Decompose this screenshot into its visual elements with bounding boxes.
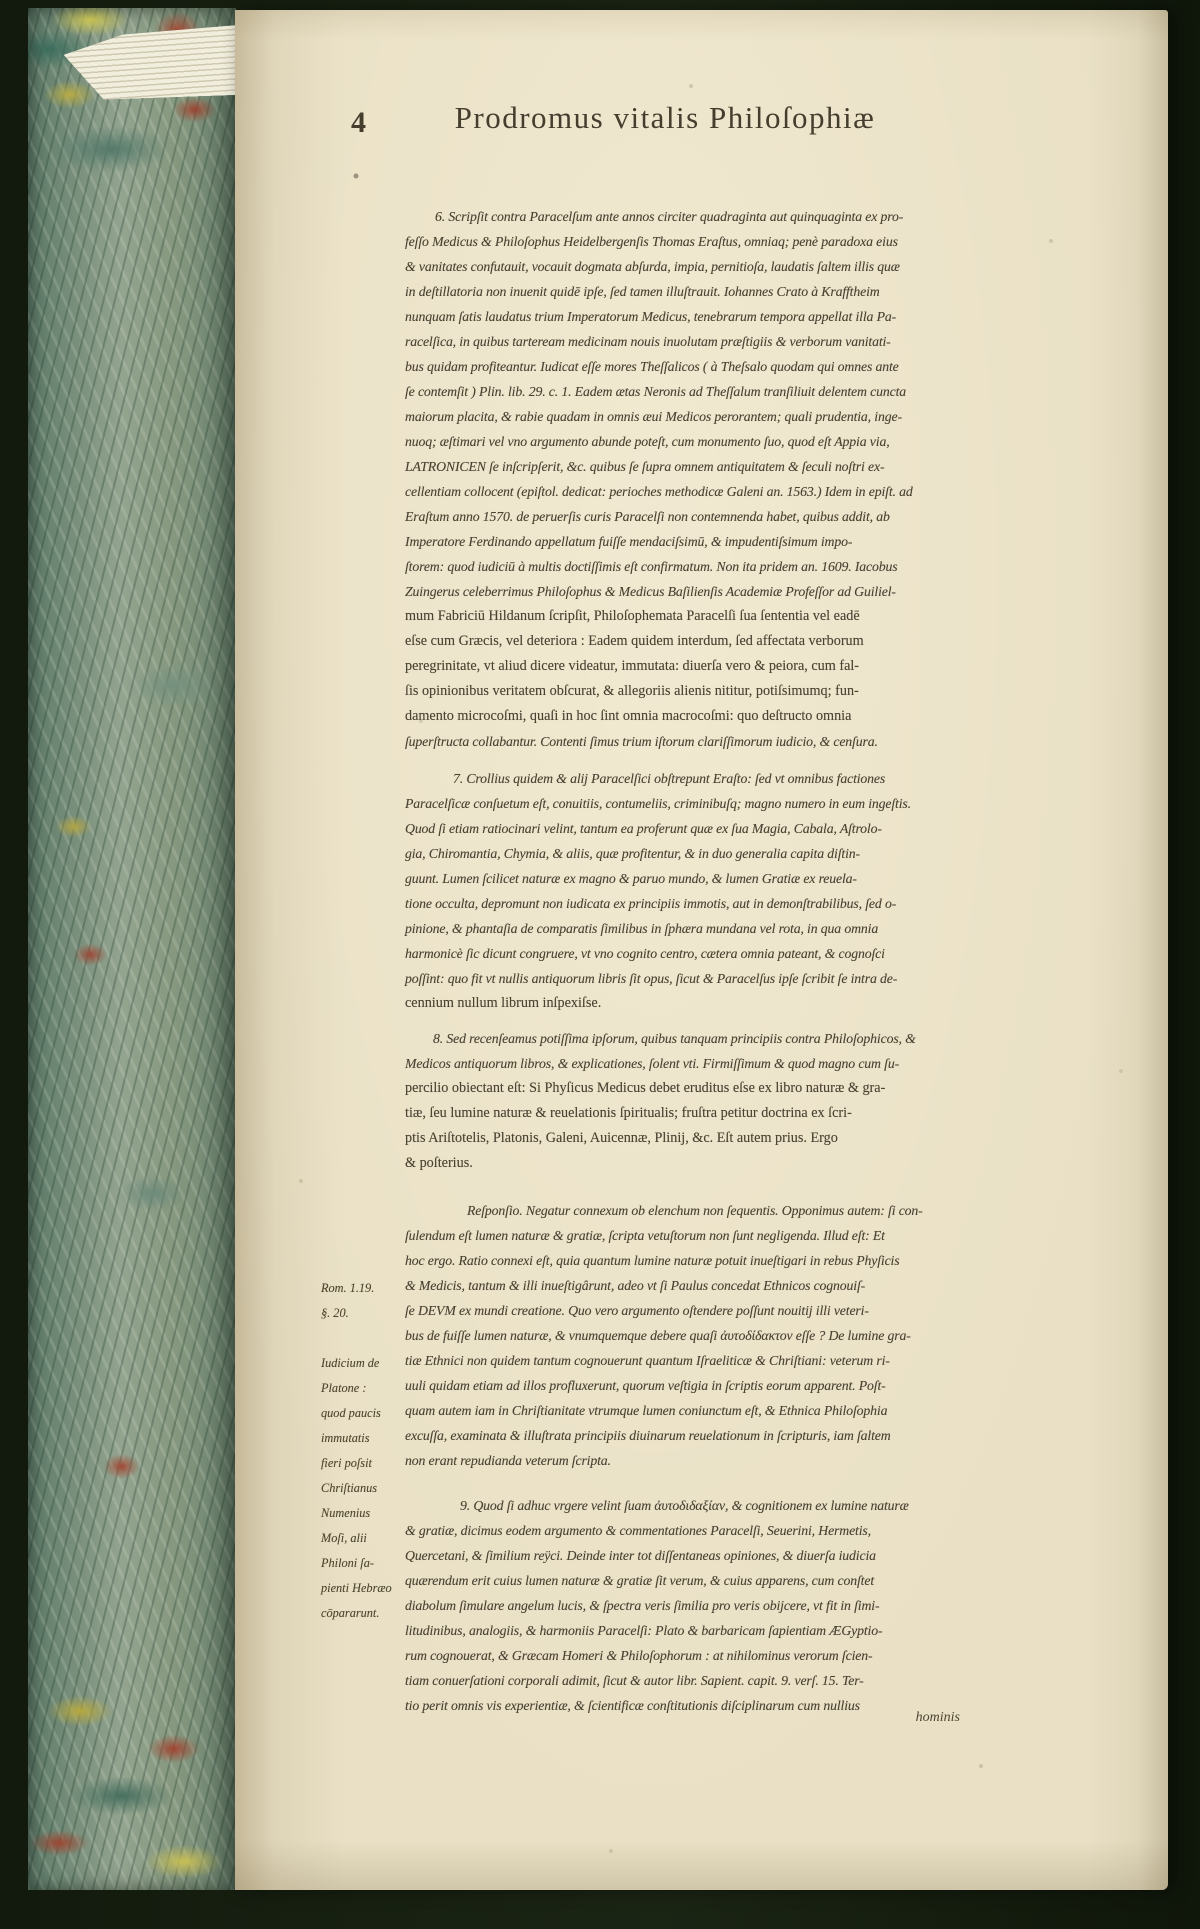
running-title: Prodromus vitalis Philoſophiæ xyxy=(454,100,876,135)
body-line: Quercetani, & ſimilium reÿci. Deinde inter tot diſſentaneas opiniones, & diuerſa iudicia xyxy=(405,1548,876,1563)
marbled-endpaper xyxy=(28,8,236,1890)
body-line: bus quidam profiteantur. Iudicat eſſe mores Theſſalicos ( à Theſsalo quodam qui omnes ante xyxy=(405,359,899,374)
body-line: gia, Chiromantia, Chymia, & aliis, quæ profitentur, & in duo generalia capita diſtin- xyxy=(405,846,860,861)
body-line: harmonicè ſic dicunt congruere, vt vno cognito centro, cætera omnia pateant, & cognoſci xyxy=(405,946,885,961)
body-line: nuoq; æſtimari vel vno argumento abunde poteſt, cum monumento ſuo, quod eſt Appia via, xyxy=(405,434,890,449)
body-line: quærendum erit cuius lumen naturæ & gratiæ ſit verum, & cuius apparens, cum conſtet xyxy=(405,1573,874,1588)
margin-note-line: cōpararunt. xyxy=(321,1606,380,1620)
body-line: hoc ergo. Ratio connexi eſt, quia quantum lumine naturæ potuit inueſtigari in rebus Phyſicis xyxy=(405,1253,900,1268)
body-line: Eraſtum anno 1570. de peruerſis curis Paracelſi non contemnenda habet, quibus addit, ab xyxy=(405,509,890,524)
body-line: maiorum placita, & rabie quadam in omnis æui Medicos perorantem; quali prudentia, inge- xyxy=(405,409,902,424)
body-line: ſis opinionibus veritatem obſcurat, & allegoriis alienis nititur, potiſsimumq; fun- xyxy=(405,683,859,699)
body-line: pinione, & phantaſia de comparatis ſimilibus in ſphæra mundana vel rota, in qua omnia xyxy=(405,921,879,936)
body-line: & gratiæ, dicimus eodem argumento & commentationes Paracelſi, Seuerini, Hermetis, xyxy=(405,1523,871,1538)
body-line: guunt. Lumen ſcilicet naturæ ex magno & paruo mundo, & lumen Gratiæ ex reuela- xyxy=(405,871,857,886)
body-line: 8. Sed recenſeamus potiſſima ipſorum, quibus tanquam principiis contra Philoſophicos, & xyxy=(433,1031,916,1046)
body-line: cennium nullum librum inſpexiſse. xyxy=(405,995,602,1011)
body-line: 9. Quod ſi adhuc vrgere velint ſuam ἀυτοδιδαξίαν, & cognitionem ex lumine naturæ xyxy=(460,1498,909,1513)
body-line: tio perit omnis vis experientiæ, & ſcientificæ conſtitutionis diſciplinarum cum nullius xyxy=(405,1698,860,1713)
margin-note-line: §. 20. xyxy=(321,1306,349,1320)
body-line: Imperatore Ferdinando appellatum fuiſſe mendaciſsimū, & impudentiſsimum impo- xyxy=(405,534,853,549)
body-line: Zuingerus celeberrimus Philoſophus & Medicus Baſilienſis Academiæ Profeſſor ad Guiliel- xyxy=(405,584,896,599)
margin-note-line: pienti Hebræo xyxy=(321,1581,392,1595)
body-line: eſse cum Græcis, vel deteriora : Eadem quidem interdum, ſed affectata verborum xyxy=(405,633,864,649)
body-line: poſſint: quo fit vt nullis antiquorum libris ſit opus, ſicut & Paracelſus ipſe ſcribit ſe intra de- xyxy=(405,971,898,986)
body-line: percilio obiectant eſt: Si Phyſicus Medicus debet eruditus eſse ex libro naturæ & gra- xyxy=(405,1080,886,1096)
margin-note-line: Philoni ſa- xyxy=(321,1556,374,1570)
margin-note-line: Iudicium de xyxy=(321,1356,380,1370)
body-line: mum Fabriciū Hildanum ſcripſit, Philoſophemata Paracelſi ſua ſententia vel eadē xyxy=(405,608,860,624)
body-line: racelſica, in quibus tarteream medicinam nouis inuolutam præſtigiis & verborum vanitati- xyxy=(405,334,891,349)
body-line: LATRONICEN ſe inſcripſerit, &c. quibus ſe ſupra omnem antiquitatem & ſeculi noſtri ex- xyxy=(405,459,885,474)
body-line: excuſſa, examinata & illuſtrata principiis diuinarum reuelationum in ſcripturis, iam ſaltem xyxy=(405,1428,891,1443)
body-line: & poſterius. xyxy=(405,1155,473,1171)
margin-note-line: Platone : xyxy=(321,1381,367,1395)
body-line: feſſo Medicus & Philoſophus Heidelbergenſis Thomas Eraſtus, omniaq; penè paradoxa eius xyxy=(405,234,898,249)
book-page xyxy=(235,10,1168,1890)
body-line: ſe DEVM ex mundi creatione. Quo vero argumento oſtendere poſſunt nouitij illi veteri- xyxy=(405,1303,869,1318)
body-line: damento microcoſmi, quaſi in hoc ſint omnia macrocoſmi: quo deſtructo omnia xyxy=(405,708,852,724)
body-line: bus de fuiſſe lumen naturæ, & vnumquemque debere quaſi ἀυτοδίδακτον eſſe ? De lumine gra- xyxy=(405,1328,911,1343)
body-line: ptis Ariſtotelis, Platonis, Galeni, Auicennæ, Plinij, &c. Eſt autem prius. Ergo xyxy=(405,1130,838,1146)
catchword: hominis xyxy=(915,1710,960,1725)
body-line: tiæ, ſeu lumine naturæ & reuelationis ſpiritualis; fruſtra petitur doctrina ex ſcri- xyxy=(405,1105,852,1121)
body-line: 6. Scripſit contra Paracelſum ante annos circiter quadraginta aut quinquaginta ex pro- xyxy=(435,209,904,224)
body-line: rum cognouerat, & Græcam Homeri & Philoſophorum : at nihilominus verorum ſcien- xyxy=(405,1648,873,1663)
body-line: ſuperſtructa collabantur. Contenti ſimus trium iſtorum clariſſimorum iudicio, & cenſura. xyxy=(405,734,878,749)
margin-note-gloss xyxy=(321,1351,405,1626)
body-line: Quod ſi etiam ratiocinari velint, tantum ea proferunt quæ ex ſua Magia, Cabala, Aſtrolo- xyxy=(405,821,882,836)
body-line: ſtorem: quod iudiciū à multis doctiſſimis eſt confirmatum. Non ita pridem an. 1609. Iacobus xyxy=(405,559,898,574)
body-line: quam autem iam in Chriſtianitate vtrumque lumen coniunctum eſt, & Ethnica Philoſophia xyxy=(405,1403,888,1418)
body-line: & Medicis, tantum & illi inueſtigârunt, adeo vt ſi Paulus concedat Ethnicos cognouiſ- xyxy=(405,1278,866,1293)
body-line: Paracelſicæ conſuetum eſt, conuitiis, contumeliis, criminibuſq; magno numero in eum ingeſtis. xyxy=(405,796,911,811)
body-line: cellentiam collocent (epiſtol. dedicat: perioches methodicæ Galeni an. 1563.) Idem in epiſt. ad xyxy=(405,484,913,499)
margin-note-citation xyxy=(321,1276,405,1326)
body-line: litudinibus, analogiis, & harmoniis Paracelſi: Plato & barbaricam ſapientiam ÆGyptio- xyxy=(405,1623,883,1638)
margin-note-line: Rom. 1.19. xyxy=(321,1281,375,1295)
body-line: Medicos antiquorum libros, & explicationes, ſolent vti. Firmiſſimum & quod magno cum ſu- xyxy=(405,1056,900,1071)
margin-note-line: Moſi, alii xyxy=(321,1531,367,1545)
body-line: 7. Crollius quidem & alij Paracelſici obſtrepunt Eraſto: ſed vt omnibus factiones xyxy=(453,771,886,786)
body-line: tiam conuerſationi corporali adimit, ſicut & autor libr. Sapient. capit. 9. verſ. 15. Ter- xyxy=(405,1673,864,1688)
body-line: non erant repudianda veterum ſcripta. xyxy=(405,1453,611,1468)
body-line: nunquam ſatis laudatus trium Imperatorum Medicus, tenebrarum tempora appellat illa Pa- xyxy=(405,309,897,324)
margin-note-line: quod paucis xyxy=(321,1406,381,1420)
body-line: Reſponſio. Negatur connexum ob elenchum non ſequentis. Opponimus autem: ſi con- xyxy=(467,1203,923,1218)
foxing-specks xyxy=(235,10,237,12)
body-line: diabolum ſimulare angelum lucis, & ſpectra veris ſimilia pro veris obijcere, vt fit in ſimi- xyxy=(405,1598,880,1613)
body-line: in deſtillatoria non inuenit quidē ipſe, ſed tamen illuſtrauit. Iohannes Crato à Krafftheim xyxy=(405,284,880,299)
margin-note-line: fieri poſsit xyxy=(321,1456,372,1470)
body-line: tione occulta, depromunt non iudicata ex principiis immotis, aut in demonſtrabilibus, ſed o- xyxy=(405,896,897,911)
margin-note-line: immutatis xyxy=(321,1431,370,1445)
body-line: peregrinitate, vt aliud dicere videatur, immutata: diuerſa vero & peiora, cum fal- xyxy=(405,658,860,674)
margin-note-line: Numenius xyxy=(321,1506,371,1520)
body-text xyxy=(405,204,990,1718)
body-line: ſe contemſit ) Plin. lib. 29. c. 1. Eadem ætas Neronis ad Theſſalum tranſiliuit delentem cuncta xyxy=(405,384,907,399)
page-number: 4 xyxy=(351,106,367,139)
body-line: tiæ Ethnici non quidem tantum cognouerunt quantum Iſraeliticæ & Chriſtiani: veterum ri- xyxy=(405,1353,890,1368)
body-line: & vanitates confutauit, vocauit dogmata abſurda, impia, pernitioſa, laudatis ſaltem illis quæ xyxy=(405,259,900,274)
margin-note-line: Chriſtianus xyxy=(321,1481,378,1495)
body-line: ſulendum eſt lumen naturæ & gratiæ, ſcripta vetuſtorum non ſunt negligenda. Illud eſt: Et xyxy=(405,1228,885,1243)
body-line: uuli quidam etiam ad illos profluxerunt, quorum veſtigia in ſcriptis eorum apparent. Poſt- xyxy=(405,1378,886,1393)
